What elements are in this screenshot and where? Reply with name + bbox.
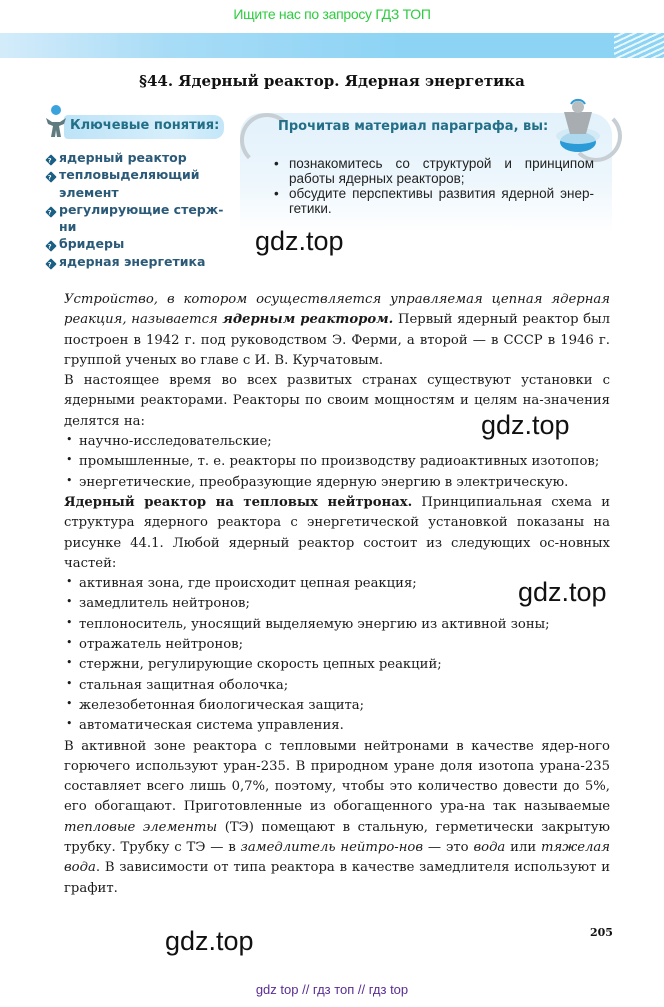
paragraph-active-zone: В активной зоне реактора с тепловыми нейтронами в качестве ядер-ного горючего используют уран-235. В природном уране доля изотопа урана-235 составляет всего лишь 0,7%, поэтому, чтобы это количество довести до 5%, его обогащают. Приготовленные из обогащенного ура-на так называемые тепловые элементы (ТЭ) помещают в стальную, герметически закрытую трубку. Трубку с ТЭ — в замедлитель нейтро-нов — это вода или тяжелая вода. В зависимости от типа реактора в качестве замедлителя используют и графит.: [64, 738, 611, 896]
reactor-part-item: • стержни, регулирующие скорость цепных реакций;: [64, 655, 610, 675]
subheading: Ядерный реактор на тепловых нейтронах.: [64, 494, 413, 510]
header-band: [0, 33, 664, 58]
reactor-type-item: • научно-исследовательские;: [64, 432, 610, 452]
person-on-globe-icon: [556, 98, 602, 154]
reactor-type-item: • энергетические, преобразующие ядерную энергию в электрическую.: [64, 473, 610, 493]
diamond-question-icon: [45, 154, 56, 165]
reactor-part-item: • отражатель нейтронов;: [64, 635, 610, 655]
paragraph-reactor-classes: В настоящее время во всех развитых странах существуют установки с ядерными реакторами. Реакторы по своим мощностям и целям на-значения делятся на:: [64, 373, 610, 429]
reactor-part-item: • стальная защитная оболочка;: [64, 676, 610, 696]
page-number: 205: [590, 926, 613, 939]
reactor-type-item: • промышленные, т. е. реакторы по производству радиоактивных изотопов;: [64, 452, 610, 472]
objectives-list: [274, 156, 594, 216]
watermark: gdz.top: [165, 926, 254, 956]
top-banner: Ищите нас по запросу ГДЗ ТОП: [233, 6, 431, 22]
diamond-question-icon: [45, 172, 56, 183]
key-concepts-title: Ключевые понятия:: [70, 118, 220, 133]
key-concepts-list: [46, 149, 231, 270]
footer-links: gdz top // гдз топ // гдз top: [255, 982, 409, 997]
objectives-title: Прочитав материал параграфа, вы:: [278, 119, 549, 134]
key-concept-item: ? регулирующие стерж-ни: [46, 201, 231, 236]
key-concept-item: ? тепловыделяющий элемент: [46, 166, 231, 201]
page-title: §44. Ядерный реактор. Ядерная энергетика: [139, 72, 525, 90]
reactor-part-item: • активная зона, где происходит цепная реакция;: [64, 574, 610, 594]
watermark: gdz.top: [518, 577, 607, 607]
paragraph-definition: Устройство, в котором осуществляется управляемая цепная ядерная реакция, называется ядерным реактором. Первый ядерный реактор был построен в 1942 г. под руководством Э. Ферми, а второй — в СССР в 1946 г. группой ученых во главе с И. В. Курчатовым.: [64, 292, 610, 368]
diamond-question-icon: [45, 206, 56, 217]
reactor-part-item: • железобетонная биологическая защита;: [64, 696, 610, 716]
watermark: gdz.top: [255, 226, 344, 256]
reactor-part-item: • теплоноситель, уносящий выделяемую энергию из активной зоны;: [64, 615, 610, 635]
term-nuclear-reactor: ядерным реактором.: [222, 312, 394, 328]
reactor-part-item: • автоматическая система управления.: [64, 716, 610, 736]
person-icon: [44, 104, 68, 138]
objective-item: • познакомитесь со структурой и принципом работы ядерных реакторов;: [274, 156, 594, 186]
diamond-question-icon: [45, 258, 56, 269]
objective-item: • обсудите перспективы развития ядерной энер-гетики.: [274, 186, 594, 216]
watermark: gdz.top: [481, 410, 570, 440]
diamond-question-icon: [45, 241, 56, 252]
reactor-part-item: • замедлитель нейтронов;: [64, 594, 610, 614]
key-concept-item: ? бридеры: [46, 235, 231, 252]
header-stripes: [614, 33, 664, 58]
paragraph-thermal-reactor: Ядерный реактор на тепловых нейтронах. Принципиальная схема и структура ядерного реактора с энергетической установкой показаны на рисунке 44.1. Любой ядерный реактор состоит из следующих ос-новных частей:: [64, 494, 610, 571]
key-concept-item: ? ядерный реактор: [46, 149, 231, 166]
key-concept-item: ? ядерная энергетика: [46, 253, 231, 270]
body-text: [64, 290, 610, 899]
